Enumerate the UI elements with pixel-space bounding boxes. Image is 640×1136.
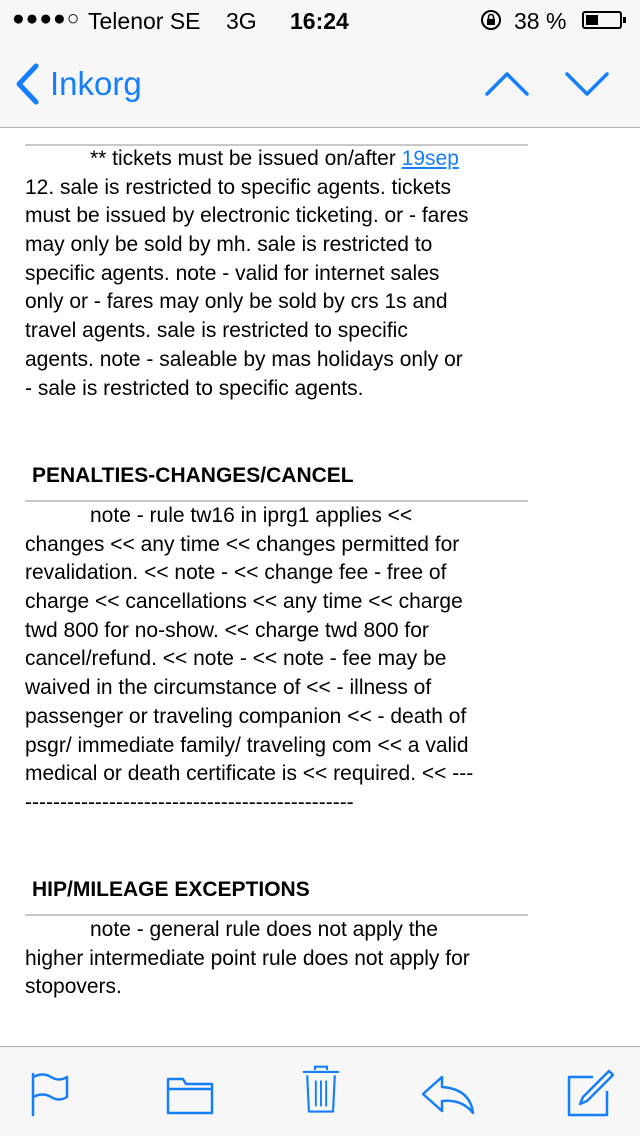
- compose-icon[interactable]: [565, 1069, 615, 1119]
- clock: 16:24: [290, 8, 349, 34]
- paragraph-line: twd 800 for no-show. << charge twd 800 for: [25, 618, 429, 642]
- chevron-up-icon[interactable]: [482, 64, 532, 104]
- paragraph-line: must be issued by electronic ticketing. or - fares: [25, 204, 469, 228]
- navigation-bar: [0, 40, 640, 128]
- fare-rules-paragraph: [25, 145, 625, 403]
- paragraph-line: may only be sold by mh. sale is restricted to: [25, 233, 433, 257]
- back-button-label: Inkorg: [50, 65, 142, 102]
- paragraph-line: psgr/ immediate family/ traveling com << a valid: [25, 733, 469, 757]
- bottom-toolbar: [0, 1046, 640, 1136]
- penalties-heading: PENALTIES-CHANGES/CANCEL: [32, 464, 354, 487]
- paragraph-line: [25, 145, 625, 174]
- battery-level: [586, 15, 598, 25]
- battery-tip: [623, 17, 626, 23]
- reply-icon[interactable]: [420, 1069, 476, 1119]
- paragraph-line: - sale is restricted to specific agents.: [25, 376, 364, 400]
- paragraph-line: travel agents. sale is restricted to specific: [25, 319, 408, 343]
- trash-icon[interactable]: [296, 1065, 346, 1115]
- line-text: ** tickets must be issued on/after: [90, 147, 402, 170]
- paragraph-line: changes << any time << changes permitted for: [25, 532, 460, 556]
- paragraph-line: passenger or traveling companion << - death of: [25, 704, 467, 728]
- paragraph-line: cancel/refund. << note - << note - fee may be: [25, 647, 447, 671]
- chevron-down-icon[interactable]: [562, 64, 612, 104]
- hip-mileage-heading: HIP/MILEAGE EXCEPTIONS: [32, 878, 310, 901]
- hip-mileage-paragraph: [25, 916, 625, 1002]
- paragraph-line: medical or death certificate is << required. << ---: [25, 762, 474, 786]
- paragraph-line: revalidation. << note - << change fee - free of: [25, 561, 447, 585]
- flag-icon[interactable]: [23, 1069, 73, 1119]
- chevron-left-icon: [14, 63, 40, 105]
- battery-percentage: 38 %: [514, 8, 567, 34]
- paragraph-line: waived in the circumstance of << - illness of: [25, 676, 432, 700]
- signal-strength: ●●●●○: [12, 7, 81, 30]
- paragraph-line: agents. note - saleable by mas holidays only or: [25, 347, 463, 371]
- paragraph-line: note - general rule does not apply the: [90, 918, 438, 941]
- back-button[interactable]: [14, 60, 142, 108]
- folder-icon[interactable]: [165, 1069, 215, 1119]
- paragraph-line: charge << cancellations << any time << charge: [25, 590, 463, 614]
- date-link[interactable]: 19sep: [401, 147, 459, 170]
- paragraph-line: only or - fares may only be sold by crs 1s and: [25, 290, 448, 314]
- paragraph-line: stopovers.: [25, 975, 122, 999]
- message-body[interactable]: [0, 128, 640, 1046]
- paragraph-line: 12. sale is restricted to specific agents. tickets: [25, 175, 452, 199]
- paragraph-line: -----------------------------------------------: [25, 790, 354, 814]
- rotation-lock-icon: [480, 9, 502, 31]
- network-type: 3G: [226, 8, 257, 34]
- status-bar: [0, 0, 640, 40]
- paragraph-line: higher intermediate point rule does not apply for: [25, 946, 470, 970]
- battery-icon: [582, 11, 622, 29]
- paragraph-line: note - rule tw16 in iprg1 applies <<: [90, 504, 413, 527]
- paragraph-line: specific agents. note - valid for internet sales: [25, 261, 440, 285]
- penalties-paragraph: [25, 502, 625, 818]
- carrier-name: Telenor SE: [88, 8, 201, 34]
